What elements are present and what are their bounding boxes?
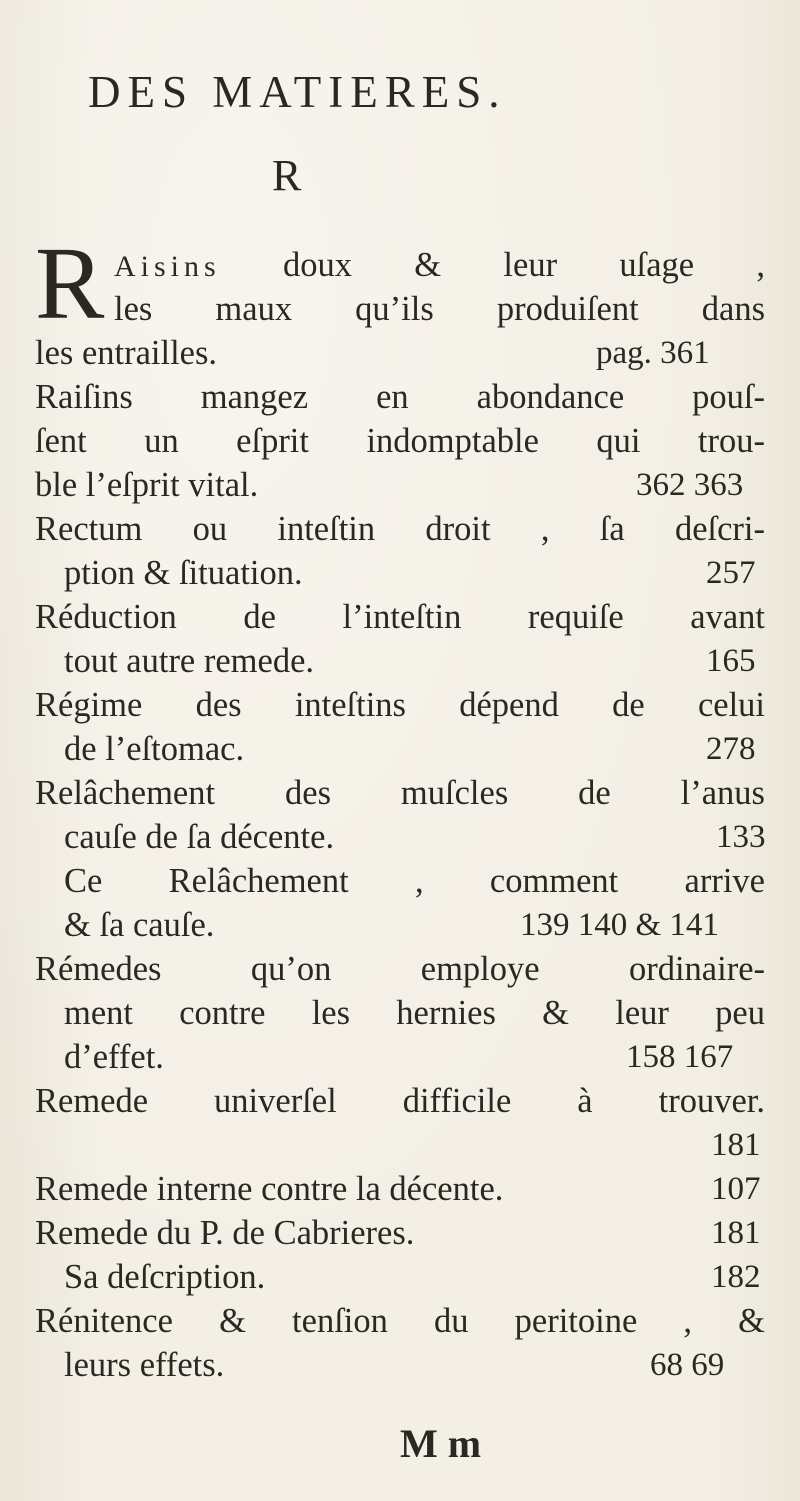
- page-reference: 181: [711, 1127, 761, 1163]
- entry-line: les maux qu’ils produiſent dans: [114, 290, 765, 328]
- entry-line: Remede univerſel difficile à trouver.: [35, 1082, 765, 1120]
- entry-line: les entrailles.: [35, 334, 218, 372]
- page-reference: pag. 361: [596, 335, 710, 371]
- entry-line: d’effet.: [64, 1038, 164, 1076]
- entry-line: cauſe de ſa décente.: [64, 818, 335, 856]
- entry-line: Régime des inteſtins dépend de celui: [35, 686, 765, 724]
- page-reference: 257: [706, 555, 756, 591]
- page-reference: 362 363: [636, 467, 744, 503]
- entry-line: Rémedes qu’on employe ordinaire-: [35, 950, 765, 988]
- entry-line: Remede du P. de Cabrieres.: [35, 1214, 415, 1252]
- page-reference: 133: [716, 819, 766, 855]
- entry-line: Rectum ou inteſtin droit , ſa deſcri-: [35, 510, 765, 548]
- entry-line: Sa deſcription.: [64, 1258, 266, 1296]
- page-reference: 139 140 & 141: [520, 907, 719, 943]
- entry-line: ble l’eſprit vital.: [35, 466, 259, 504]
- entry-line: Ce Relâchement , comment arrive: [64, 862, 765, 900]
- page-reference: 165: [706, 643, 756, 679]
- entry-line: Raiſins mangez en abondance pouſ-: [35, 378, 765, 416]
- entry-line: tout autre remede.: [64, 642, 315, 680]
- drop-cap: R: [35, 226, 105, 341]
- signature-mark: M m: [400, 1421, 482, 1466]
- entry-line: leurs effets.: [64, 1346, 225, 1384]
- entry-line: & ſa cauſe.: [64, 906, 215, 944]
- page-reference: 107: [711, 1171, 761, 1207]
- page-reference: 68 69: [650, 1347, 725, 1383]
- entry-line: ſent un eſprit indomptable qui trou-: [35, 422, 765, 460]
- running-head: DES MATIERES.: [88, 67, 507, 117]
- entry-line: Réduction de l’inteſtin requiſe avant: [35, 598, 765, 636]
- entry-line-text: doux & leur uſage ,: [283, 246, 766, 284]
- page-reference: 181: [711, 1215, 761, 1251]
- page-reference: 158 167: [626, 1039, 734, 1075]
- entry-lead-word: Aisins: [114, 250, 221, 283]
- entry-line: Rénitence & tenſion du peritoine , &: [35, 1302, 765, 1340]
- section-letter: R: [272, 151, 302, 200]
- entry-line: de l’eſtomac.: [64, 730, 245, 768]
- entry-line: Relâchement des muſcles de l’anus: [35, 774, 765, 812]
- page-reference: 182: [711, 1259, 761, 1295]
- page-reference: 278: [706, 731, 756, 767]
- entry-line: Remede interne contre la décente.: [35, 1170, 504, 1208]
- entry-line: ption & ſituation.: [64, 554, 303, 592]
- entry-line: [114, 248, 765, 283]
- entry-line: ment contre les hernies & leur peu: [64, 994, 765, 1032]
